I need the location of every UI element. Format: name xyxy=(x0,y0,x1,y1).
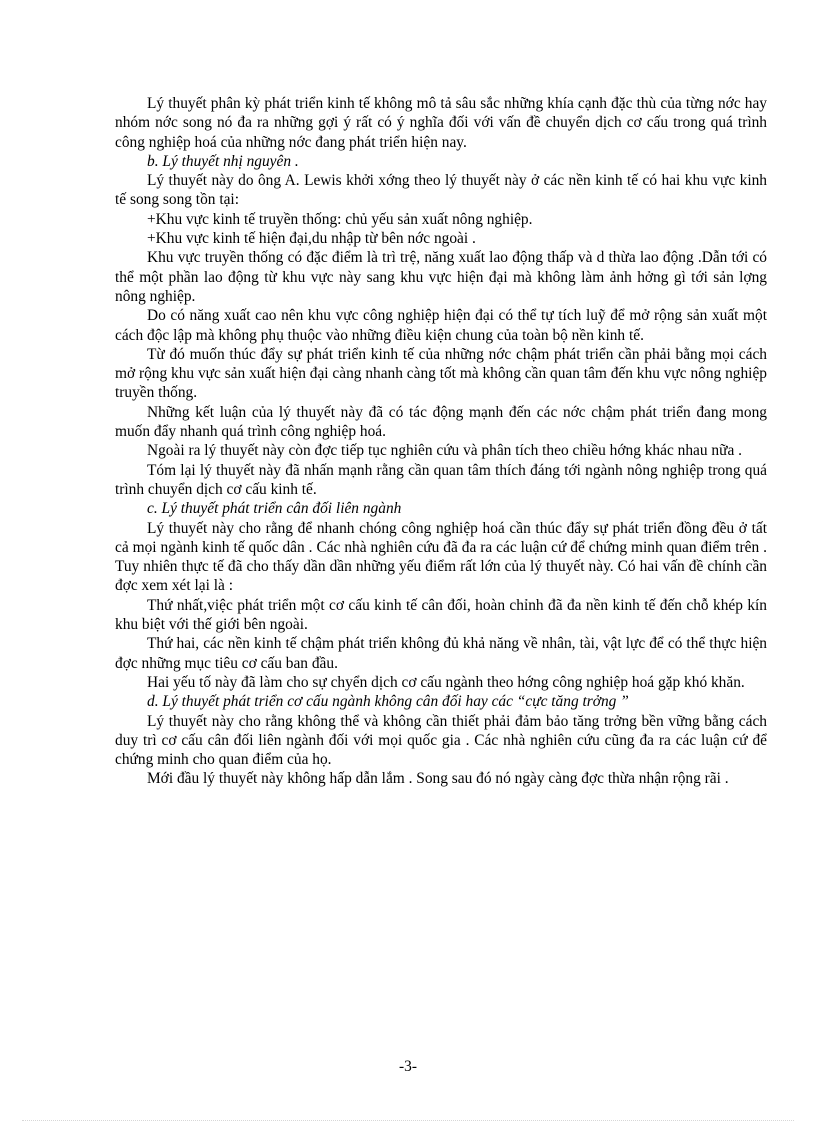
paragraph: Khu vực truyền thống có đặc điểm là trì trệ, năng xuất lao động thấp và d thừa lao động .Dẫn tới có thể một phần lao động từ khu vực này sang khu vực hiện đại mà không làm ảnh hởng gì tới sản lợng nông nghiệp. xyxy=(115,249,767,305)
document-body xyxy=(115,94,767,789)
paragraph: Từ đó muốn thúc đẩy sự phát triển kinh tế của những nớc chậm phát triển cần phải bằng mọi cách mở rộng khu vực sản xuất hiện đại càng nhanh càng tốt mà không cần quan tâm đến khu vực nông nghiệp truyền thống. xyxy=(115,345,767,402)
page-boundary-divider xyxy=(22,1120,794,1121)
paragraph: Hai yếu tố này đã làm cho sự chyển dịch cơ cấu ngành theo hớng công nghiệp hoá gặp khó khăn. xyxy=(147,673,745,691)
section-heading-d: d. Lý thuyết phát triển cơ cấu ngành không cân đối hay các “cực tăng trởng ” xyxy=(147,693,629,711)
paragraph: Tóm lại lý thuyết này đã nhấn mạnh rằng cần quan tâm thích đáng tới ngành nông nghiệp trong quá trình chuyển dịch cơ cấu kinh tế. xyxy=(115,461,767,498)
list-item: +Khu vực kinh tế hiện đại,du nhập từ bên nớc ngoài . xyxy=(147,230,476,248)
list-item: +Khu vực kinh tế truyền thống: chủ yếu sản xuất nông nghiệp. xyxy=(147,210,533,228)
paragraph: Lý thuyết phân kỳ phát triển kinh tế không mô tả sâu sắc những khía cạnh đặc thù của từng nớc hay nhóm nớc song nó đa ra những gợi ý rất có ý nghĩa đối với vấn đề chuyển dịch cơ cấu trong quá trình công nghiệp hoá của những nớc đang phát triển hiện nay. xyxy=(115,95,767,151)
paragraph: Lý thuyết này cho rằng để nhanh chóng công nghiệp hoá cần thúc đẩy sự phát triển đồng đều ở tất cả mọi ngành kinh tế quốc dân . Các nhà nghiên cứu đã đa ra các luận cứ để chứng minh quan điểm trên . Tuy nhiên thực tế đã cho thấy dần dần những yếu điểm rất lớn của lý thuyết này. Có hai vấn đề chính cần đợc xem xét lại là : xyxy=(115,519,767,595)
paragraph: Mới đầu lý thuyết này không hấp dẫn lắm . Song sau đó nó ngày càng đợc thừa nhận rộng rãi . xyxy=(147,770,729,788)
paragraph: Thứ hai, các nền kinh tế chậm phát triển không đủ khả năng về nhân, tài, vật lực để có thể thực hiện đợc những mục tiêu cơ cấu ban đầu. xyxy=(115,635,767,672)
paragraph: Ngoài ra lý thuyết này còn đợc tiếp tục nghiên cứu và phân tích theo chiều hớng khác nhau nữa . xyxy=(147,442,742,460)
paragraph: Thứ nhất,việc phát triển một cơ cấu kinh tế cân đối, hoàn chỉnh đã đa nền kinh tế đến chỗ khép kín khu biệt với thế giới bên ngoài. xyxy=(115,596,767,634)
paragraph: Lý thuyết này do ông A. Lewis khởi xớng theo lý thuyết này ở các nền kinh tế có hai khu vực kinh tế song song tồn tại: xyxy=(115,172,767,209)
section-heading-b: b. Lý thuyết nhị nguyên . xyxy=(147,152,299,170)
paragraph: Do có năng xuất cao nên khu vực công nghiệp hiện đại có thể tự tích luỹ để mở rộng sản xuất một cách độc lập mà không phụ thuộc vào những điều kiện chung của toàn bộ nền kinh tế. xyxy=(115,307,767,344)
section-heading-c: c. Lý thuyết phát triển cân đối liên ngành xyxy=(147,500,402,518)
paragraph: Lý thuyết này cho rằng không thể và không cần thiết phải đảm bảo tăng trởng bền vững bằng cách duy trì cơ cấu cân đối liên ngành đối với mọi quốc gia . Các nhà nghiên cứu cũng đa ra các luận cứ để chứng minh cho quan điểm của họ. xyxy=(115,712,767,769)
paragraph: Những kết luận của lý thuyết này đã có tác động mạnh đến các nớc chậm phát triển đang mong muốn đẩy nhanh quá trình công nghiệp hoá. xyxy=(115,403,767,441)
page-number: -3- xyxy=(399,1058,417,1075)
